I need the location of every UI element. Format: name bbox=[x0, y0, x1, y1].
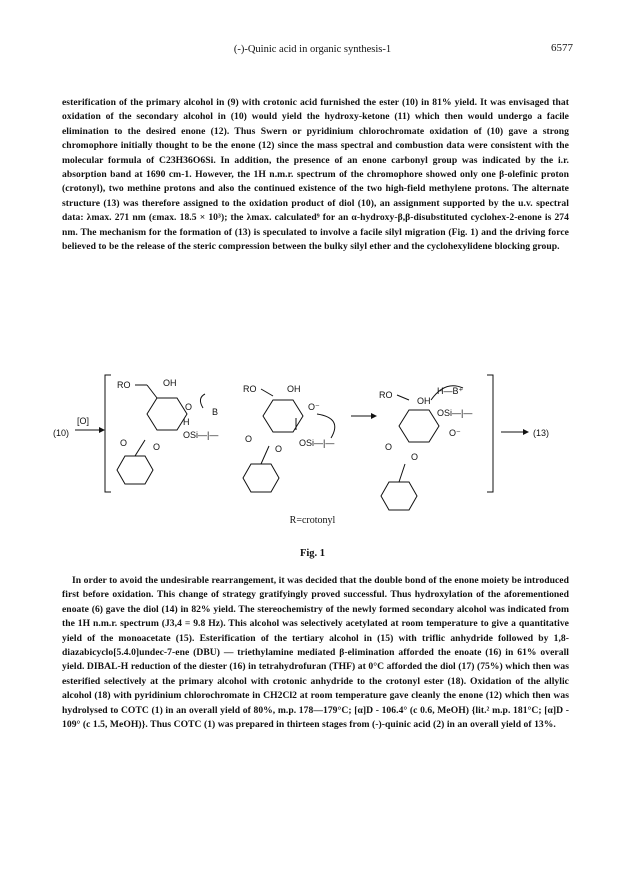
left-bracket bbox=[105, 375, 111, 492]
structure-3-ro: RO bbox=[379, 390, 393, 400]
paragraph-2 bbox=[62, 574, 569, 732]
structure-3-o-ring-2: O bbox=[411, 452, 419, 462]
right-bracket bbox=[487, 375, 493, 492]
page-number: 6577 bbox=[551, 42, 573, 54]
structure-1 bbox=[117, 378, 218, 484]
structure-3-osi: OSi—|— bbox=[437, 408, 473, 418]
product-label: (13) bbox=[533, 428, 550, 438]
structure-3 bbox=[379, 386, 472, 510]
structure-1-h: H bbox=[183, 417, 190, 427]
structure-1-o-ring-2: O bbox=[153, 442, 161, 452]
structure-1-o-ring: O bbox=[120, 438, 128, 448]
structure-1-ro: RO bbox=[117, 380, 131, 390]
structure-2-o-ring-2: O bbox=[275, 444, 283, 454]
arrow-head-2 bbox=[371, 413, 377, 419]
structure-2-oh: OH bbox=[287, 384, 301, 394]
structure-1-osi: OSi—|— bbox=[183, 430, 219, 440]
paragraph-2-text: In order to avoid the undesirable rearrangement, it was decided that the double bond of the enone moiety be introduced first before oxidation. This change of strategy gratifyingly proved successful. Thus hydroxylation of the aforementioned enoate (6) gave the diol (14) in 82% yield. The stereochemistry of the newly formed secondary alcohol was indicated from the 1H n.m.r. spectrum (J3,4 = 9.8 Hz). This alcohol was selectively acetylated at room temperature to give a quantitative yield of the monoacetate (15). Esterification of the tertiary alcohol in (15) with triflic anhydride followed by 1,8-diazabicyclo[5.4.0]undec-7-ene (DBU) — triethylamine mediated β-elimination afforded the enoate (16) in 61% overall yield. DIBAL-H reduction of the diester (16) in tetrahydrofuran (THF) at 0°C afforded the diol (17) (75%) which then was esterified selectively at the primary alcohol with crotonic anhydride to the crotonyl ester (18). Oxidation of the allylic alcohol (18) with pyridinium chlorochromate in CH2Cl2 at room temperature gave cleanly the enone (12) which then was hydrolysed to COTC (1) in an overall yield of 80%, m.p. 178—179°C; [α]D - 106.4° (c 0.6, MeOH) {lit.² m.p. 181°C; [α]D - 109° (c 1.5, MeOH)}. Thus COTC (1) was prepared in thirteen stages from (-)-quinic acid (2) in an overall yield of 13%. bbox=[62, 575, 569, 731]
paragraph-1-text: esterification of the primary alcohol in (9) with crotonic acid furnished the ester (10) in 81% yield. It was envisaged that oxidation of the secondary alcohol in (10) would yield the hydroxy-ketone (11) which then would undergo a facile elimination to the desired enone (12). Thus Swern or pyridinium chlorochromate oxidation of (10) gave a strong chromophore initially thought to be the enone (12) since the mass spectral and combustion data were consistent with the molecular formula of C23H36O6Si. In addition, the presence of an enone carbonyl group was indicated by the i.r. absorption band at 1690 cm-1. However, the 1H n.m.r. spectrum of the chromophore showed only one β-olefinic proton (crotonyl), two methine protons and also the continued existence of the two high-field methylene protons. The alternate structure (13) was therefore assigned to the oxidation product of diol (10), an assignment supported by the u.v. spectral data: λmax. 271 nm (εmax. 18.5 × 10³); the λmax. calculated⁹ for an α-hydroxy-β,β-disubstituted cyclohex-2-enone is 274 nm. The mechanism for the formation of (13) is speculated to involve a facile silyl migration (Fig. 1) and the driving force believed to be the release of the steric compression between the bulky silyl ether and the cyclohexylidene blocking group. bbox=[62, 97, 569, 253]
step-label: (10) bbox=[53, 428, 70, 438]
structure-3-o-ring: O bbox=[385, 442, 393, 452]
structure-3-o-minus: O⁻ bbox=[449, 428, 461, 438]
structure-2 bbox=[243, 384, 335, 492]
structure-2-o-ring: O bbox=[245, 434, 253, 444]
running-title: (-)-Quinic acid in organic synthesis-1 bbox=[233, 44, 392, 55]
structure-1-o: O bbox=[185, 402, 193, 412]
paragraph-1 bbox=[62, 96, 569, 254]
figure-caption-r: R=crotonyl bbox=[289, 515, 336, 526]
structure-2-ro: RO bbox=[243, 384, 257, 394]
reagent-label: [O] bbox=[77, 416, 90, 426]
figure-label: Fig. 1 bbox=[299, 548, 326, 559]
structure-3-hb: H—B⁺ bbox=[437, 386, 464, 396]
structure-2-o-minus: O⁻ bbox=[308, 402, 320, 412]
arrow-head-1 bbox=[99, 427, 105, 433]
structure-1-b: B bbox=[212, 407, 219, 417]
structure-1-oh: OH bbox=[163, 378, 177, 388]
structure-3-oh: OH bbox=[417, 396, 431, 406]
structure-2-osi: OSi—|— bbox=[299, 438, 335, 448]
arrow-head-3 bbox=[523, 429, 529, 435]
